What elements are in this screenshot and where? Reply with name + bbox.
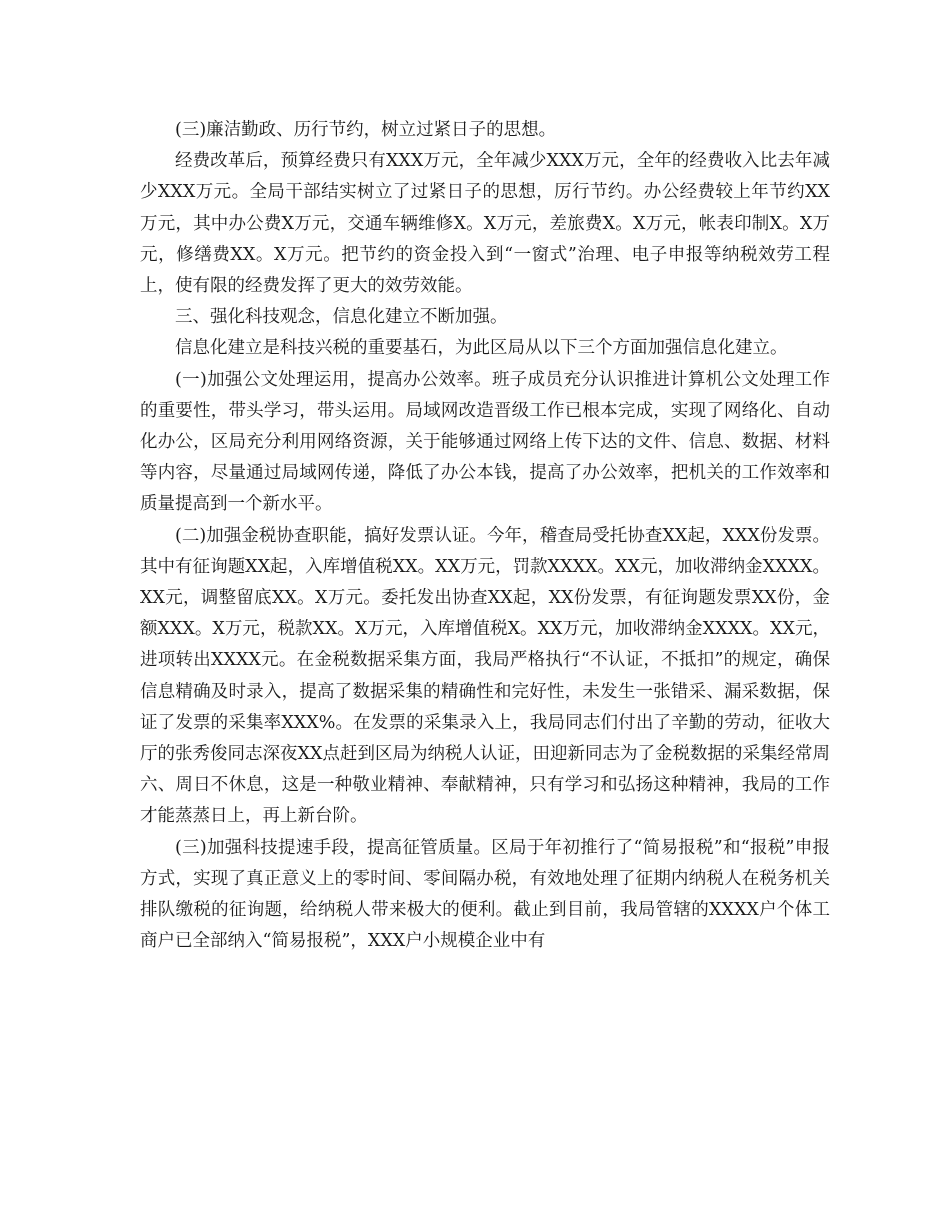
paragraph-section-heading-technology: 三、强化科技观念，信息化建立不断加强。 bbox=[175, 307, 508, 328]
paragraph-funding-reform: 经费改革后，预算经费只有XXX万元，全年减少XXX万元，全年的经费收入比去年减少XXX万元。全局干部结实树立了过紧日子的思想，厉行节约。办公经费较上年节约XX万元，其中办公费X万元，交通车辆维修X。X万元，差旅费X。X万元，帐表印制X。X万元，修缮费XX。X万元。把节约的资金投入到“一窗式”治理、电子申报等纳税效劳工程上，使有限的经费发挥了更大的效劳效能。 bbox=[140, 151, 830, 297]
paragraph-section-heading-frugality: (三)廉洁勤政、历行节约，树立过紧日子的思想。 bbox=[175, 120, 557, 140]
paragraph-document-processing: (一)加强公文处理运用，提高办公效率。班子成员充分认识推进计算机公文处理工作的重要性，带头学习，带头运用。局域网改造晋级工作已根本完成，实现了网络化、自动化办公，区局充分利用网络资源，关于能够通过网络上传下达的文件、信息、数据、材料等内容，尽量通过局域网传递，降低了办公本钱，提高了办公效率，把机关的工作效率和质量提高到一个新水平。 bbox=[140, 369, 830, 515]
paragraph-informatization-intro: 信息化建立是科技兴税的重要基石，为此区局从以下三个方面加强信息化建立。 bbox=[175, 338, 788, 359]
paragraph-golden-tax-investigation: (二)加强金税协查职能，搞好发票认证。今年，稽查局受托协查XX起，XXX份发票。其中有征询题XX起，入库增值税XX。XX万元，罚款XXXX。XX元，加收滞纳金XXXX。XX元，调整留底XX。X万元。委托发出协查XX起，XX份发票，有征询题发票XX份，金额XXX。X万元，税款XX。X万元，入库增值税X。XX万元，加收滞纳金XXXX。XX元，进项转出XXXX元。在金税数据采集方面，我局严格执行“不认证，不抵扣”的规定，确保信息精确及时录入，提高了数据采集的精确性和完好性，未发生一张错采、漏采数据，保证了发票的采集率XXX%。在发票的采集录入上，我局同志们付出了辛勤的劳动，征收大厅的张秀俊同志深夜XX点赶到区局为纳税人认证，田迎新同志为了金税数据的采集经常周六、周日不休息，这是一种敬业精神、奉献精神，只有学习和弘扬这种精神，我局的工作才能蒸蒸日上，再上新台阶。 bbox=[140, 525, 830, 827]
paragraph-tax-collection-quality: (三)加强科技提速手段，提高征管质量。区局于年初推行了“简易报税”和“报税”申报方式，实现了真正意义上的零时间、零间隔办税，有效地处理了征期内纳税人在税务机关排队缴税的征询题，给纳税人带来极大的便利。截止到目前，我局管辖的XXXX户个体工商户已全部纳入“简易报税”，XXX户小规模企业中有 bbox=[140, 837, 830, 952]
document-body bbox=[140, 115, 830, 957]
